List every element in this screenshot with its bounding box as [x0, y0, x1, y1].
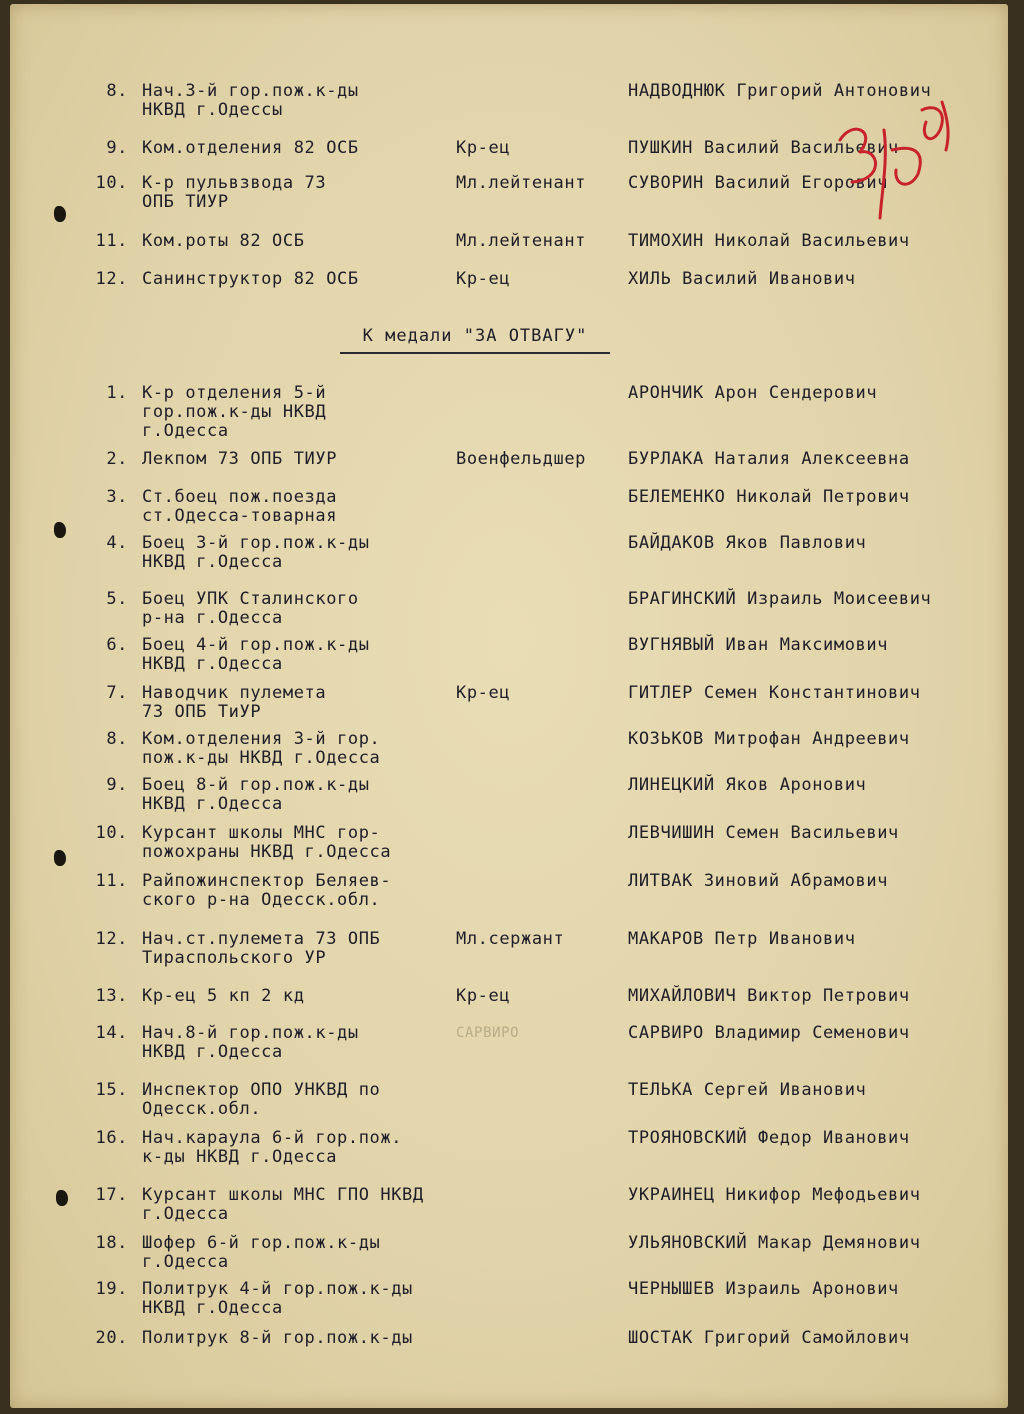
item-number: 15.	[95, 1080, 128, 1100]
punch-hole	[54, 522, 66, 538]
item-number: 13.	[95, 986, 128, 1006]
item-rank: Мл.лейтенант	[456, 231, 587, 251]
item-name: ТИМОХИН Николай Васильевич	[628, 231, 910, 251]
item-position: Боец 3-й гор.пож.к-ды НКВД г.Одесса	[142, 533, 370, 572]
item-position: Кр-ец 5 кп 2 кд	[142, 986, 305, 1006]
item-position: Ком.отделения 82 ОСБ	[142, 138, 359, 158]
item-position: Ком.отделения 3-й гор. пож.к-ды НКВД г.Одесса	[142, 729, 381, 768]
item-name: ШОСТАК Григорий Самойлович	[628, 1328, 910, 1348]
item-number: 12.	[95, 269, 128, 289]
item-number: 9.	[106, 138, 128, 158]
item-number: 10.	[95, 823, 128, 843]
item-number: 16.	[95, 1128, 128, 1148]
item-position: Нач.караула 6-й гор.пож. к-ды НКВД г.Одесса	[142, 1128, 403, 1167]
item-name: БЕЛЕМЕНКО Николай Петрович	[628, 487, 910, 507]
item-rank: Мл.лейтенант	[456, 173, 587, 193]
section-heading: К медали "ЗА ОТВАГУ"	[340, 326, 610, 354]
item-position: Инспектор ОПО УНКВД по Одесск.обл.	[142, 1080, 381, 1119]
item-name: БРАГИНСКИЙ Израиль Моисеевич	[628, 589, 932, 609]
item-name: ЛИТВАК Зиновий Абрамович	[628, 871, 889, 891]
item-rank: САРВИРО	[456, 1025, 520, 1041]
item-number: 10.	[95, 173, 128, 193]
document-page	[10, 4, 1008, 1408]
item-position: Ст.боец пож.поезда ст.Одесса-товарная	[142, 487, 338, 526]
handwritten-mark-icon	[822, 90, 962, 230]
item-rank: Кр-ец	[456, 269, 511, 289]
item-number: 1.	[106, 383, 128, 403]
item-position: Курсант школы МНС гор- пожохраны НКВД г.Одесса	[142, 823, 392, 862]
item-position: Райпожинспектор Беляев- ского р-на Одесск.обл.	[142, 871, 392, 910]
item-name: КОЗЬКОВ Митрофан Андреевич	[628, 729, 910, 749]
item-name: ЧЕРНЫШЕВ Израиль Аронович	[628, 1279, 899, 1299]
item-position: Ком.роты 82 ОСБ	[142, 231, 305, 251]
item-name: ПУШКИН Василий Васильевич	[628, 138, 899, 158]
item-number: 4.	[106, 533, 128, 553]
item-name: ЛИНЕЦКИЙ Яков Аронович	[628, 775, 867, 795]
item-position: Лекпом 73 ОПБ ТИУР	[142, 449, 338, 469]
item-name: ГИТЛЕР Семен Константинович	[628, 683, 921, 703]
punch-hole	[54, 206, 66, 222]
item-name: АРОНЧИК Арон Сендерович	[628, 383, 878, 403]
item-position: Курсант школы МНС ГПО НКВД г.Одесса	[142, 1185, 424, 1224]
item-number: 8.	[106, 81, 128, 101]
item-name: БУРЛАКА Наталия Алексеевна	[628, 449, 910, 469]
item-name: БАЙДАКОВ Яков Павлович	[628, 533, 867, 553]
item-name: ВУГНЯВЫЙ Иван Максимович	[628, 635, 889, 655]
item-number: 20.	[95, 1328, 128, 1348]
item-name: ТРОЯНОВСКИЙ Федор Иванович	[628, 1128, 910, 1148]
item-number: 7.	[106, 683, 128, 703]
punch-hole	[54, 850, 66, 866]
item-number: 2.	[106, 449, 128, 469]
item-number: 12.	[95, 929, 128, 949]
item-number: 11.	[95, 231, 128, 251]
item-position: Боец 8-й гор.пож.к-ды НКВД г.Одесса	[142, 775, 370, 814]
item-name: ЛЕВЧИШИН Семен Васильевич	[628, 823, 899, 843]
item-number: 14.	[95, 1023, 128, 1043]
item-name: НАДВОДНЮК Григорий Антонович	[628, 81, 932, 101]
item-name: УКРАИНЕЦ Никифор Мефодьевич	[628, 1185, 921, 1205]
item-name: СУВОРИН Василий Егорович	[628, 173, 889, 193]
item-number: 6.	[106, 635, 128, 655]
item-position: Нач.ст.пулемета 73 ОПБ Тираспольского УР	[142, 929, 381, 968]
item-position: Санинструктор 82 ОСБ	[142, 269, 359, 289]
item-position: Боец 4-й гор.пож.к-ды НКВД г.Одесса	[142, 635, 370, 674]
item-name: ХИЛЬ Василий Иванович	[628, 269, 856, 289]
item-position: Шофер 6-й гор.пож.к-ды г.Одесса	[142, 1233, 381, 1272]
item-rank: Кр-ец	[456, 986, 511, 1006]
item-position: Наводчик пулемета 73 ОПБ ТиУР	[142, 683, 327, 722]
item-position: К-р пульвзвода 73 ОПБ ТИУР	[142, 173, 327, 212]
item-number: 8.	[106, 729, 128, 749]
item-number: 19.	[95, 1279, 128, 1299]
item-rank: Военфельдшер	[456, 449, 587, 469]
item-position: Политрук 4-й гор.пож.к-ды НКВД г.Одесса	[142, 1279, 413, 1318]
item-position: Боец УПК Сталинского р-на г.Одесса	[142, 589, 359, 628]
punch-hole	[56, 1190, 68, 1206]
item-rank: Кр-ец	[456, 138, 511, 158]
item-position: К-р отделения 5-й гор.пож.к-ды НКВД г.Одесса	[142, 383, 327, 441]
item-number: 18.	[95, 1233, 128, 1253]
item-rank: Кр-ец	[456, 683, 511, 703]
item-number: 11.	[95, 871, 128, 891]
item-number: 3.	[106, 487, 128, 507]
item-name: ТЕЛЬКА Сергей Иванович	[628, 1080, 867, 1100]
item-rank: Мл.сержант	[456, 929, 565, 949]
item-position: Нач.3-й гор.пож.к-ды НКВД г.Одессы	[142, 81, 359, 120]
item-number: 9.	[106, 775, 128, 795]
item-number: 17.	[95, 1185, 128, 1205]
item-position: Нач.8-й гор.пож.к-ды НКВД г.Одесса	[142, 1023, 359, 1062]
item-name: САРВИРО Владимир Семенович	[628, 1023, 910, 1043]
item-name: МАКАРОВ Петр Иванович	[628, 929, 856, 949]
item-position: Политрук 8-й гор.пож.к-ды	[142, 1328, 413, 1348]
item-name: УЛЬЯНОВСКИЙ Макар Демянович	[628, 1233, 921, 1253]
item-number: 5.	[106, 589, 128, 609]
item-name: МИХАЙЛОВИЧ Виктор Петрович	[628, 986, 910, 1006]
